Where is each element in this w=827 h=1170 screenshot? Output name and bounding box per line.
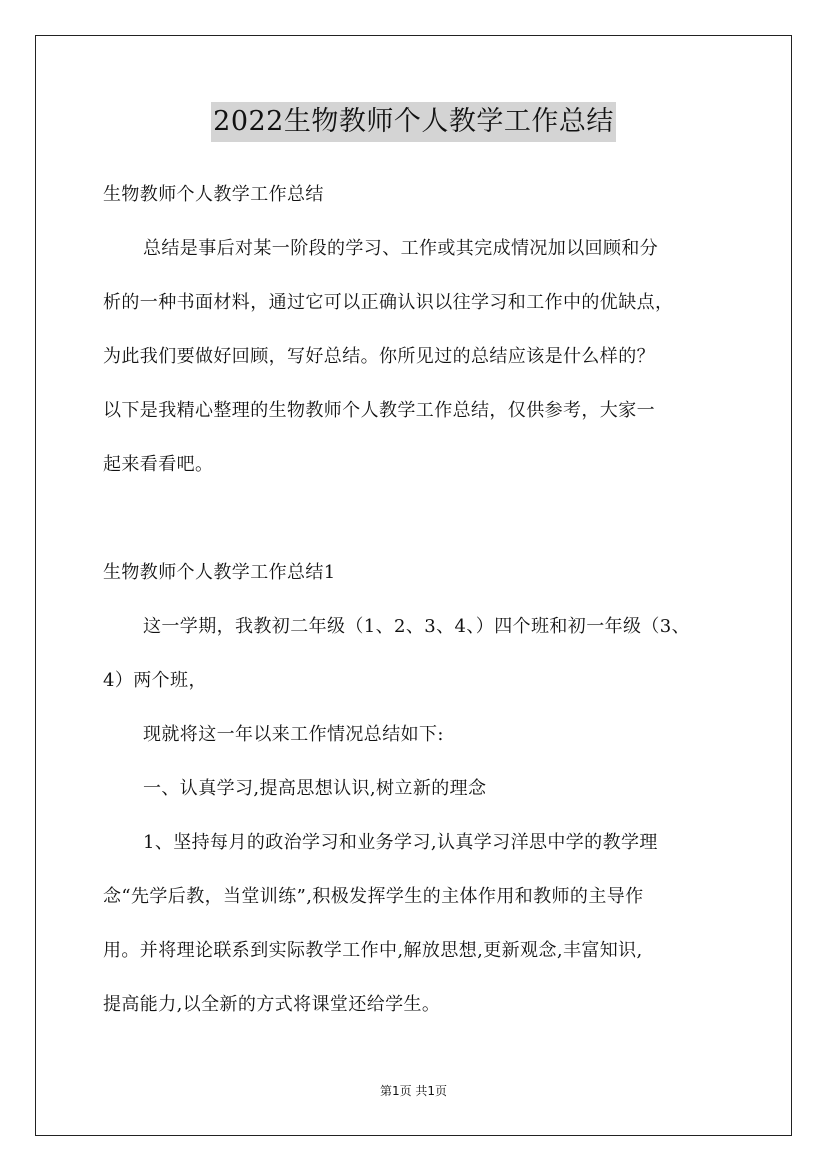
document-title: 2022生物教师个人教学工作总结 xyxy=(211,102,616,142)
paragraph-line: 以下是我精心整理的生物教师个人教学工作总结，仅供参考，大家一 xyxy=(103,400,655,421)
paragraph-line: 1、坚持每月的政治学习和业务学习,认真学习洋思中学的教学理 xyxy=(143,832,658,853)
paragraph-line: 提高能力,以全新的方式将课堂还给学生。 xyxy=(103,994,441,1015)
paragraph-line: 用。并将理论联系到实际教学工作中,解放思想,更新观念,丰富知识, xyxy=(103,940,643,961)
paragraph-line: 念“先学后教，当堂训练”,积极发挥学生的主体作用和教师的主导作 xyxy=(103,886,644,907)
section-heading: 生物教师个人教学工作总结 xyxy=(103,184,324,205)
title-container xyxy=(0,102,827,142)
paragraph-line: 这一学期，我教初二年级（1、2、3、4、）四个班和初一年级（3、 xyxy=(143,616,691,637)
page-footer: 第1页 共1页 xyxy=(379,1084,448,1098)
section-heading: 生物教师个人教学工作总结1 xyxy=(103,562,336,583)
paragraph-line: 析的一种书面材料，通过它可以正确认识以往学习和工作中的优缺点， xyxy=(103,292,674,313)
paragraph-line: 总结是事后对某一阶段的学习、工作或其完成情况加以回顾和分 xyxy=(143,238,659,259)
paragraph-line: 现就将这一年以来工作情况总结如下: xyxy=(143,724,444,745)
paragraph-line: 起来看看吧。 xyxy=(103,454,214,475)
paragraph-line: 4）两个班， xyxy=(103,670,207,691)
paragraph-line: 为此我们要做好回顾，写好总结。你所见过的总结应该是什么样的？ xyxy=(103,346,655,367)
subheading-line: 一、认真学习,提高思想认识,树立新的理念 xyxy=(143,778,487,799)
